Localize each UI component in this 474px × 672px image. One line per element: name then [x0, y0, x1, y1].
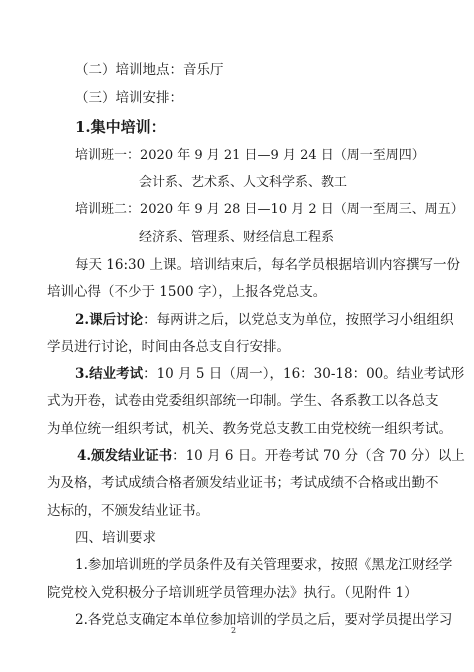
class-two-departments: 经济系、管理系、财经信息工程系	[139, 230, 335, 245]
class-one-departments: 会计系、艺术系、人文科学系、教工	[139, 175, 348, 190]
certificate-paragraph-line-3: 达标的，不颁发结业证书。	[47, 503, 209, 519]
class-one-schedule: 培训班一：2020 年 9 月 21 日—9 月 24 日（周一至周四）	[75, 148, 425, 163]
exam-paragraph-line-3: 为单位统一组织考试，机关、教务党总支教工由党校统一组织考试。	[47, 421, 452, 437]
certificate-text: ：10 月 6 日。开卷考试 70 分（含 70 分）以上	[172, 448, 465, 464]
certificate-label: 4.颁发结业证书	[77, 448, 173, 464]
discussion-label: 2.课后讨论	[75, 312, 144, 328]
discussion-text: ：每两讲之后，以党总支为单位，按照学习小组组织	[143, 312, 454, 328]
page-number: 2	[231, 626, 237, 635]
exam-paragraph-line-2: 式为开卷，试卷由党委组织部统一印制。学生、各系教工以各总支	[47, 393, 439, 409]
requirement-2-line-1: 2.各党总支确定本单位参加培训的学员之后，要对学员提出学习	[75, 612, 453, 628]
discussion-paragraph-line-2: 学员进行讨论，时间由各总支自行安排。	[47, 339, 290, 355]
certificate-paragraph-line-2: 为及格，考试成绩合格者颁发结业证书；考试成绩不合格或出勤不	[47, 475, 439, 491]
class-two-schedule: 培训班二：2020 年 9 月 28 日—10 月 2 日（周一至周三、周五）	[75, 202, 464, 217]
daily-schedule-line-2: 培训心得（不少于 1500 字），上报各党总支。	[47, 284, 327, 300]
training-requirements-heading: 四、培训要求	[75, 530, 156, 546]
daily-schedule-line-1: 每天 16:30 上课。培训结束后，每名学员根据培训内容撰写一份	[75, 257, 460, 273]
requirement-1-line-2: 院党校入党积极分子培训班学员管理办法》执行。（见附件 1）	[47, 585, 418, 601]
centralized-training-heading: 1.集中培训：	[75, 118, 166, 136]
training-location-line: （二）培训地点：音乐厅	[75, 62, 224, 78]
training-schedule-heading: （三）培训安排：	[75, 90, 183, 106]
exam-label: 3.结业考试	[75, 366, 144, 382]
exam-text: ：10 月 5 日（周一），16：30-18：00。结业考试形	[143, 366, 465, 382]
requirement-1-line-1: 1.参加培训班的学员条件及有关管理要求，按照《黑龙江财经学	[75, 557, 453, 573]
